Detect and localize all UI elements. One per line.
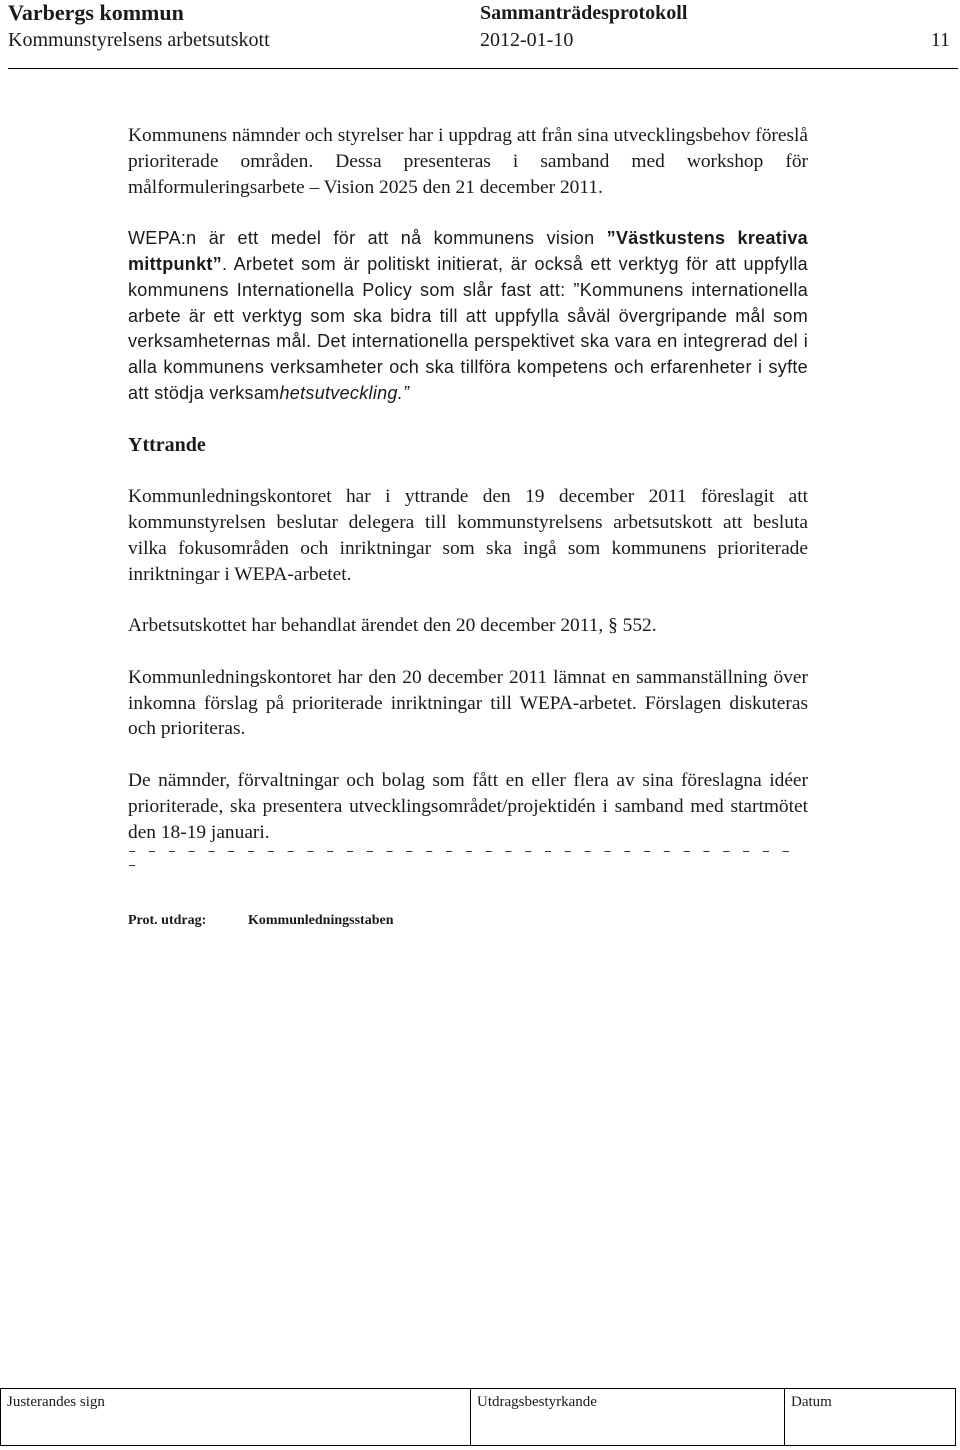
paragraph-wepa: [128, 226, 808, 407]
paragraph-background: Kommunens nämnder och styrelser har i uppdrag att från sina utvecklingsbehov föreslå prioriterade områden. Dessa presenteras i samband med workshop för målformuleringsarbete – Vision 2025 den 21 december 2011.: [128, 125, 808, 198]
paragraph-presentation: De nämnder, förvaltningar och bolag som fått en eller flera av sina föreslagna idéer prioriterade, ska presentera utvecklingsområdet/projektidén i samband med startmötet den 18-19 januari.: [128, 769, 808, 843]
extract-recipient: Kommunledningsstaben: [248, 913, 394, 928]
footer-certified-cell: [471, 1389, 785, 1445]
paragraph-statement: Kommunledningskontoret har i yttrande den 19 december 2011 föreslagit att kommunstyrelsen beslutar delegera till kommunstyrelsens arbetsutskott att besluta vilka fokusområden och inriktningar som ska ingå som kommunens prioriterade inriktningar i WEPA-arbetet.: [128, 486, 808, 585]
section-heading: Yttrande: [128, 433, 206, 456]
footer-sign-cell: [1, 1389, 471, 1445]
wepa-text: . Arbetet som är politiskt initierat, är också ett verktyg för att uppfylla kommunens Internationella Policy som slår fast att:: [128, 253, 808, 300]
extract-label: Prot. utdrag:: [128, 913, 207, 928]
meeting-date: 2012-01-10: [480, 29, 574, 51]
paragraph-compilation: Kommunledningskontoret har den 20 december 2011 lämnat en sammanställning över inkomna förslag på prioriterade inriktningar till WEPA-arbetet. Förslagen diskuteras och prioriteras.: [128, 666, 808, 740]
footer-certified-label: Utdragsbestyrkande: [477, 1394, 597, 1410]
vision-name: ”Västkustens kreativa mittpunkt”: [128, 228, 808, 274]
paragraph-committee-handling: Arbetsutskottet har behandlat ärendet den 20 december 2011, § 552.: [128, 615, 657, 637]
protocol-extract: [128, 913, 393, 929]
dashed-separator: – – – – – – – – – – – – – – – – – – – – – – – – – – – – – – – – – – –: [128, 844, 792, 875]
organization-name: Varbergs kommun: [8, 0, 184, 25]
document-body: [128, 123, 808, 873]
page-header: [8, 0, 958, 69]
document-type: Sammanträdesprotokoll: [480, 2, 688, 24]
policy-quote-end: hetsutveckling.”: [279, 382, 410, 403]
committee-name: Kommunstyrelsens arbetsutskott: [8, 29, 270, 51]
footer-date-cell: [785, 1389, 955, 1445]
page-number: 11: [930, 29, 950, 51]
footer-sign-label: Justerandes sign: [7, 1394, 105, 1410]
footer-date-label: Datum: [791, 1394, 832, 1410]
policy-quote: ”Kommunens internationella arbete är ett verktyg som ska bidra till att uppfylla såväl övergripande mål som verksamheternas mål. Det internationella perspektivet ska vara en integrerad del i alla kommunens verksamheter och ska tillföra kompetens och erfarenheter i syfte att stödja verksam: [128, 279, 809, 403]
wepa-intro: WEPA:n är ett medel för att nå kommunens vision: [128, 228, 607, 249]
signature-footer: [0, 1388, 956, 1446]
